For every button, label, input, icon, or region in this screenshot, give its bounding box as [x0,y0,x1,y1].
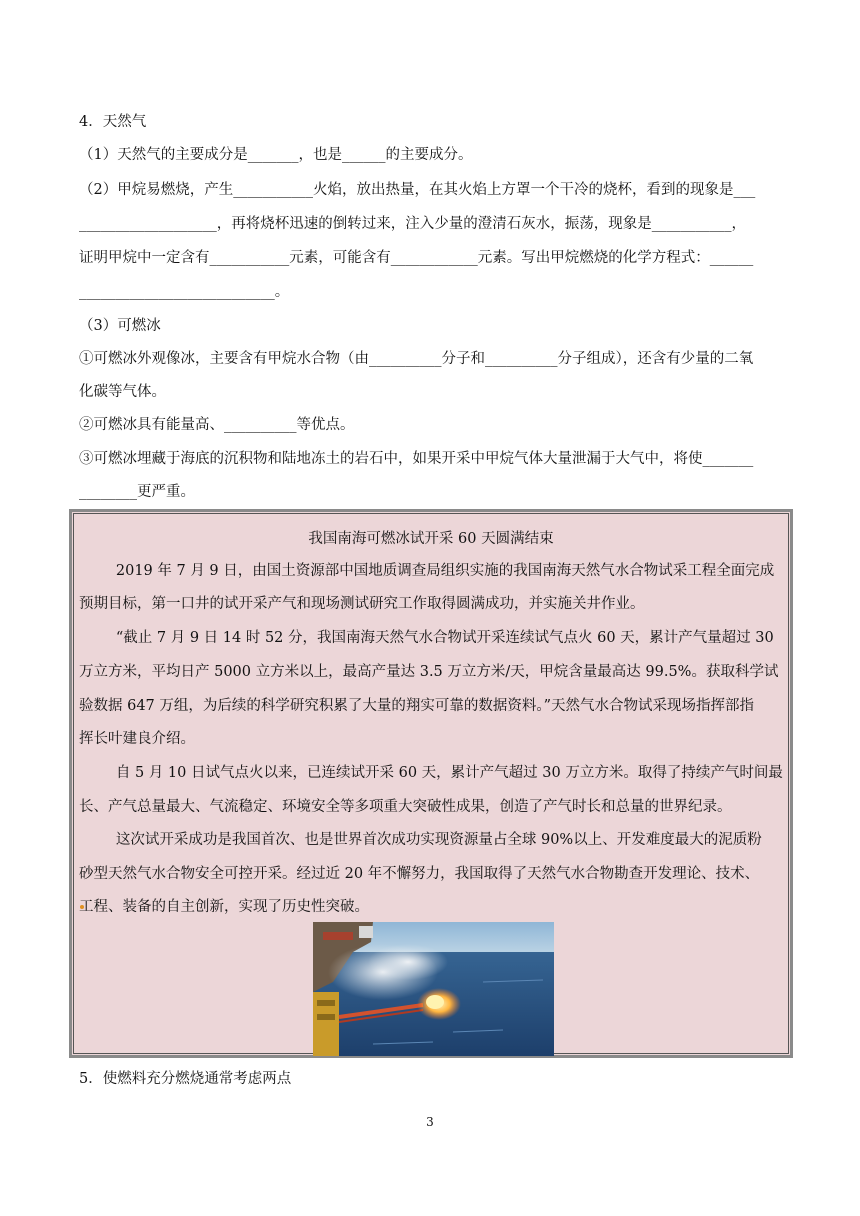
question-line: ②可燃冰具有能量高、__________等优点。 [79,417,355,433]
question-line: ③可燃冰埋藏于海底的沉积物和陆地冻土的岩石中，如果开采中甲烷气体大量泄漏于大气中，将使_______ [79,451,754,467]
news-line: 自 5 月 10 日试气点火以来，已连续试开采 60 天，累计产气超过 30 万立方米。取得了持续产气时间最 [79,765,783,781]
news-line: 砂型天然气水合物安全可控开采。经过近 20 年不懈努力，我国取得了天然气水合物勘查开发理论、技术、 [79,866,760,882]
question-line: （3）可燃冰 [79,318,161,334]
page-number: 3 [426,1115,434,1129]
news-line: “截止 7 月 9 日 14 时 52 分，我国南海天然气水合物试开采连续试气点火 60 天，累计产气量超过 30 [79,630,774,646]
question-line: ___________________________。 [79,284,290,300]
news-box [69,509,793,1058]
news-line: 2019 年 7 月 9 日，由国土资源部中国地质调查局组织实施的我国南海天然气水合物试采工程全面完成 [79,563,775,579]
section-4-heading: 4．天然气 [79,114,147,130]
news-line: 这次试开采成功是我国首次、也是世界首次成功实现资源量占全球 90%以上、开发难度最大的泥质粉 [79,832,762,848]
news-line: 工程、装备的自主创新，实现了历史性突破。 [79,899,369,915]
question-line: ①可燃冰外观像冰，主要含有甲烷水合物（由__________分子和__________分子组成），还含有少量的二氧 [79,351,754,367]
question-line: 化碳等气体。 [79,384,166,400]
question-line: ________更严重。 [79,484,195,500]
question-line: （2）甲烷易燃烧，产生___________火焰，放出热量，在其火焰上方罩一个干冷的烧杯，看到的现象是___ [79,182,756,198]
question-line: （1）天然气的主要成分是_______，也是______的主要成分。 [79,147,473,163]
news-line: 长、产气总量最大、气流稳定、环境安全等多项重大突破性成果，创造了产气时长和总量的世界纪录。 [79,799,732,815]
news-title: 我国南海可燃冰试开采 60 天圆满结束 [308,531,554,547]
news-line: 万立方米，平均日产 5000 立方米以上，最高产量达 3.5 万立方米/天，甲烷含量最高达 99.5%。获取科学试 [79,664,779,680]
gas-flaring-photo [313,922,554,1056]
question-line: 证明甲烷中一定含有___________元素，可能含有____________元素。写出甲烷燃烧的化学方程式：______ [79,250,754,266]
news-line: 预期目标，第一口井的试开采产气和现场测试研究工作取得圆满成功，并实施关井作业。 [79,596,645,612]
question-line: ___________________，再将烧杯迅速的倒转过来，注入少量的澄清石灰水，振荡，现象是___________， [79,216,746,232]
news-line: 挥长叶建良介绍。 [79,731,195,747]
section-5-heading: 5．使燃料充分燃烧通常考虑两点 [79,1071,292,1087]
news-line: 验数据 647 万组，为后续的科学研究积累了大量的翔实可靠的数据资料。”天然气水合物试采现场指挥部指 [79,698,755,714]
